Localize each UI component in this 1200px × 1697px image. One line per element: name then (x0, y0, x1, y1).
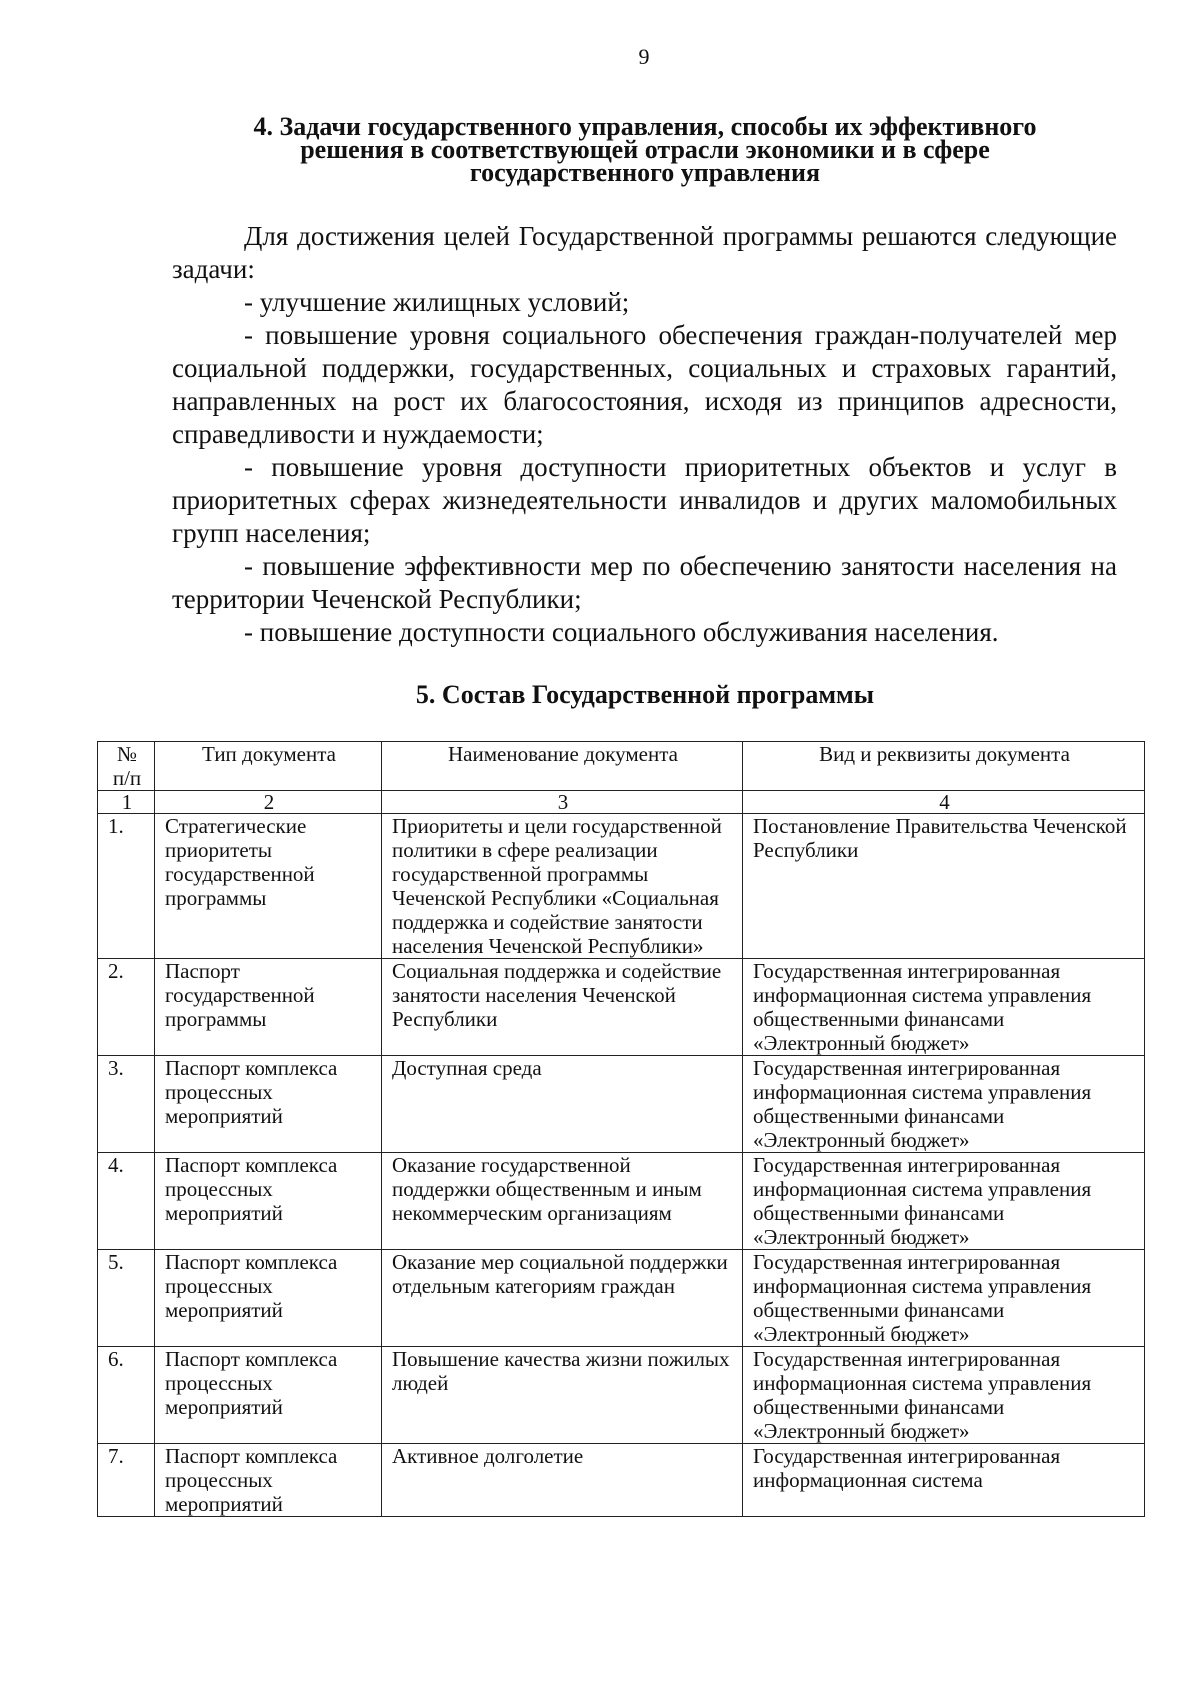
column-number: 3 (382, 791, 743, 814)
section-4-heading (170, 112, 1120, 187)
header-doc-details: Вид и реквизиты документа (743, 742, 1145, 791)
column-number: 2 (155, 791, 382, 814)
column-numbers-row (98, 791, 1145, 814)
doc-type-cell: Паспорт комплекса процессных мероприятий (155, 1347, 382, 1444)
doc-type-cell: Паспорт комплекса процессных мероприятий (155, 1444, 382, 1517)
doc-name-cell: Оказание мер социальной поддержки отдельным категориям граждан (382, 1250, 743, 1347)
doc-name-cell: Социальная поддержка и содействие занятости населения Чеченской Республики (382, 959, 743, 1056)
section-4-heading-line: 4. Задачи государственного управления, способы их эффективного (253, 112, 1037, 141)
section-5-heading: 5. Состав Государственной программы (415, 680, 875, 709)
row-number: 4. (98, 1153, 155, 1250)
table-row (98, 1347, 1145, 1444)
task-item: - повышение уровня социального обеспечения граждан-получателей мер социальной поддержки, государственных, социальных и страховых гарантий, направленных на рост их благосостояния, исходя из принципов адресности, справедливости и нуждаемости; (172, 320, 1117, 449)
header-number: № п/п (98, 742, 155, 791)
doc-type-cell: Стратегические приоритеты государственной программы (155, 814, 382, 959)
table-row (98, 1153, 1145, 1250)
table-row (98, 1056, 1145, 1153)
row-number: 2. (98, 959, 155, 1056)
header-doc-type: Тип документа (155, 742, 382, 791)
task-item: - повышение уровня доступности приоритетных объектов и услуг в приоритетных сферах жизнедеятельности инвалидов и других маломобильных групп населения; (172, 452, 1117, 548)
row-number: 1. (98, 814, 155, 959)
row-number: 7. (98, 1444, 155, 1517)
task-item: - улучшение жилищных условий; (244, 287, 630, 317)
table-row (98, 1444, 1145, 1517)
page-number: 9 (638, 44, 650, 69)
doc-type-cell: Паспорт комплекса процессных мероприятий (155, 1056, 382, 1153)
program-composition-table (97, 741, 1145, 1517)
doc-details-cell: Государственная интегрированная информационная система управления общественными финансами «Электронный бюджет» (743, 1056, 1145, 1153)
doc-details-cell: Постановление Правительства Чеченской Республики (743, 814, 1145, 959)
section-4-heading-line: государственного управления (469, 158, 821, 187)
doc-name-cell: Приоритеты и цели государственной политики в сфере реализации государственной программы Чеченской Республики «Социальная поддержка и содействие занятости населения Чеченской Республики» (382, 814, 743, 959)
section-4-heading-line: решения в соответствующей отрасли экономики и в сфере (300, 135, 990, 164)
doc-details-cell: Государственная интегрированная информационная система управления общественными финансами «Электронный бюджет» (743, 1347, 1145, 1444)
column-number: 4 (743, 791, 1145, 814)
task-item: - повышение доступности социального обслуживания населения. (244, 617, 999, 647)
doc-type-cell: Паспорт государственной программы (155, 959, 382, 1056)
doc-details-cell: Государственная интегрированная информационная система управления общественными финансами «Электронный бюджет» (743, 959, 1145, 1056)
doc-details-cell: Государственная интегрированная информационная система управления общественными финансами «Электронный бюджет» (743, 1153, 1145, 1250)
doc-type-cell: Паспорт комплекса процессных мероприятий (155, 1153, 382, 1250)
intro-paragraph: Для достижения целей Государственной программы решаются следующие задачи: (172, 221, 1117, 284)
row-number: 6. (98, 1347, 155, 1444)
doc-name-cell: Доступная среда (382, 1056, 743, 1153)
table-header-row (98, 742, 1145, 791)
header-doc-name: Наименование документа (382, 742, 743, 791)
row-number: 5. (98, 1250, 155, 1347)
doc-name-cell: Оказание государственной поддержки общественным и иным некоммерческим организациям (382, 1153, 743, 1250)
section-4-body (172, 220, 1117, 649)
row-number: 3. (98, 1056, 155, 1153)
column-number: 1 (98, 791, 155, 814)
table-row (98, 959, 1145, 1056)
table-row (98, 1250, 1145, 1347)
doc-details-cell: Государственная интегрированная информационная система управления общественными финансами «Электронный бюджет» (743, 1250, 1145, 1347)
doc-name-cell: Повышение качества жизни пожилых людей (382, 1347, 743, 1444)
doc-name-cell: Активное долголетие (382, 1444, 743, 1517)
task-item: - повышение эффективности мер по обеспечению занятости населения на территории Чеченской Республики; (172, 551, 1117, 614)
doc-details-cell: Государственная интегрированная информационная система (743, 1444, 1145, 1517)
doc-type-cell: Паспорт комплекса процессных мероприятий (155, 1250, 382, 1347)
table-row (98, 814, 1145, 959)
